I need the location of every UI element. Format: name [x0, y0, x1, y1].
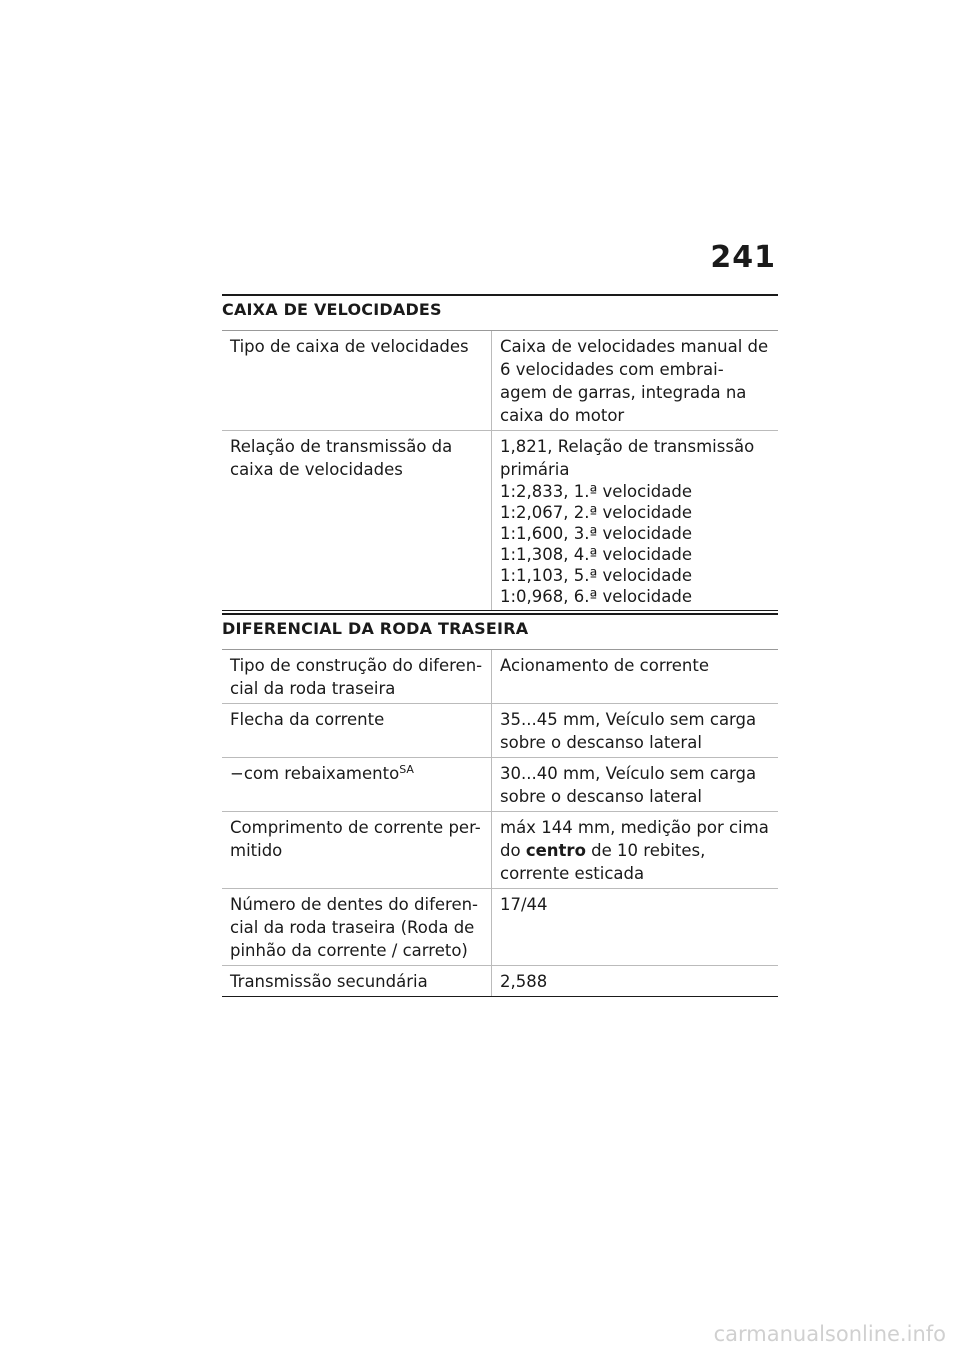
row-label: Número de dentes do diferen-cial da roda traseira (Roda de pinhão da corrente / carreto)	[222, 889, 492, 965]
row-label	[222, 758, 492, 811]
differential-spec-table	[222, 649, 778, 997]
watermark: carmanualsonline.info	[713, 1322, 946, 1346]
table-row	[222, 704, 778, 758]
row-label: Transmissão secundária	[222, 966, 492, 996]
ratio-gear-2: 1:2,067, 2.ª velocidade	[500, 503, 693, 522]
row-value	[492, 431, 778, 610]
table-row	[222, 650, 778, 704]
ratio-gear-5: 1:1,103, 5.ª velocidade	[500, 566, 693, 585]
page-number: 241	[710, 240, 776, 275]
row-label: Flecha da corrente	[222, 704, 492, 757]
section-title-differential: DIFERENCIAL DA RODA TRASEIRA	[222, 619, 529, 638]
lowered-label-text: −com rebaixamento	[230, 764, 400, 783]
row-label: Tipo de construção do diferen-cial da roda traseira	[222, 650, 492, 703]
table-row	[222, 966, 778, 997]
row-label: Comprimento de corrente per-mitido	[222, 812, 492, 888]
row-value: 35...45 mm, Veículo sem carga sobre o descanso lateral	[500, 710, 757, 752]
table-row	[222, 758, 778, 812]
row-value: 2,588	[500, 972, 548, 991]
gearbox-section	[222, 294, 778, 611]
ratio-gear-3: 1:1,600, 3.ª velocidade	[500, 524, 693, 543]
table-row	[222, 889, 778, 966]
sa-superscript: SA	[399, 763, 414, 776]
section-rule	[222, 294, 778, 296]
row-value: Acionamento de corrente	[500, 656, 709, 675]
ratio-primary: 1,821, Relação de transmissão primária	[500, 437, 755, 479]
length-value-bold: centro	[525, 841, 586, 860]
section-rule	[222, 613, 778, 615]
row-label: Tipo de caixa de velocidades	[222, 331, 492, 430]
table-row	[222, 431, 778, 611]
ratio-gear-1: 1:2,833, 1.ª velocidade	[500, 482, 693, 501]
section-title-gearbox: CAIXA DE VELOCIDADES	[222, 300, 442, 319]
gearbox-spec-table	[222, 330, 778, 611]
length-value-pre: máx 144 mm, medição por cima do	[500, 818, 769, 860]
differential-section	[222, 613, 778, 997]
ratio-gear-4: 1:1,308, 4.ª velocidade	[500, 545, 693, 564]
row-value: 17/44	[500, 895, 548, 914]
row-value: 30...40 mm, Veículo sem carga sobre o descanso lateral	[500, 764, 757, 806]
table-row	[222, 812, 778, 889]
ratio-gear-6: 1:0,968, 6.ª velocidade	[500, 587, 693, 606]
table-row	[222, 331, 778, 431]
row-label: Relação de transmissão da caixa de velocidades	[222, 431, 492, 610]
length-value-post: de 10 rebites, corrente esticada	[500, 841, 706, 883]
row-value	[492, 812, 778, 888]
row-value: Caixa de velocidades manual de 6 velocidades com embrai-agem de garras, integrada na caixa do motor	[500, 337, 769, 425]
